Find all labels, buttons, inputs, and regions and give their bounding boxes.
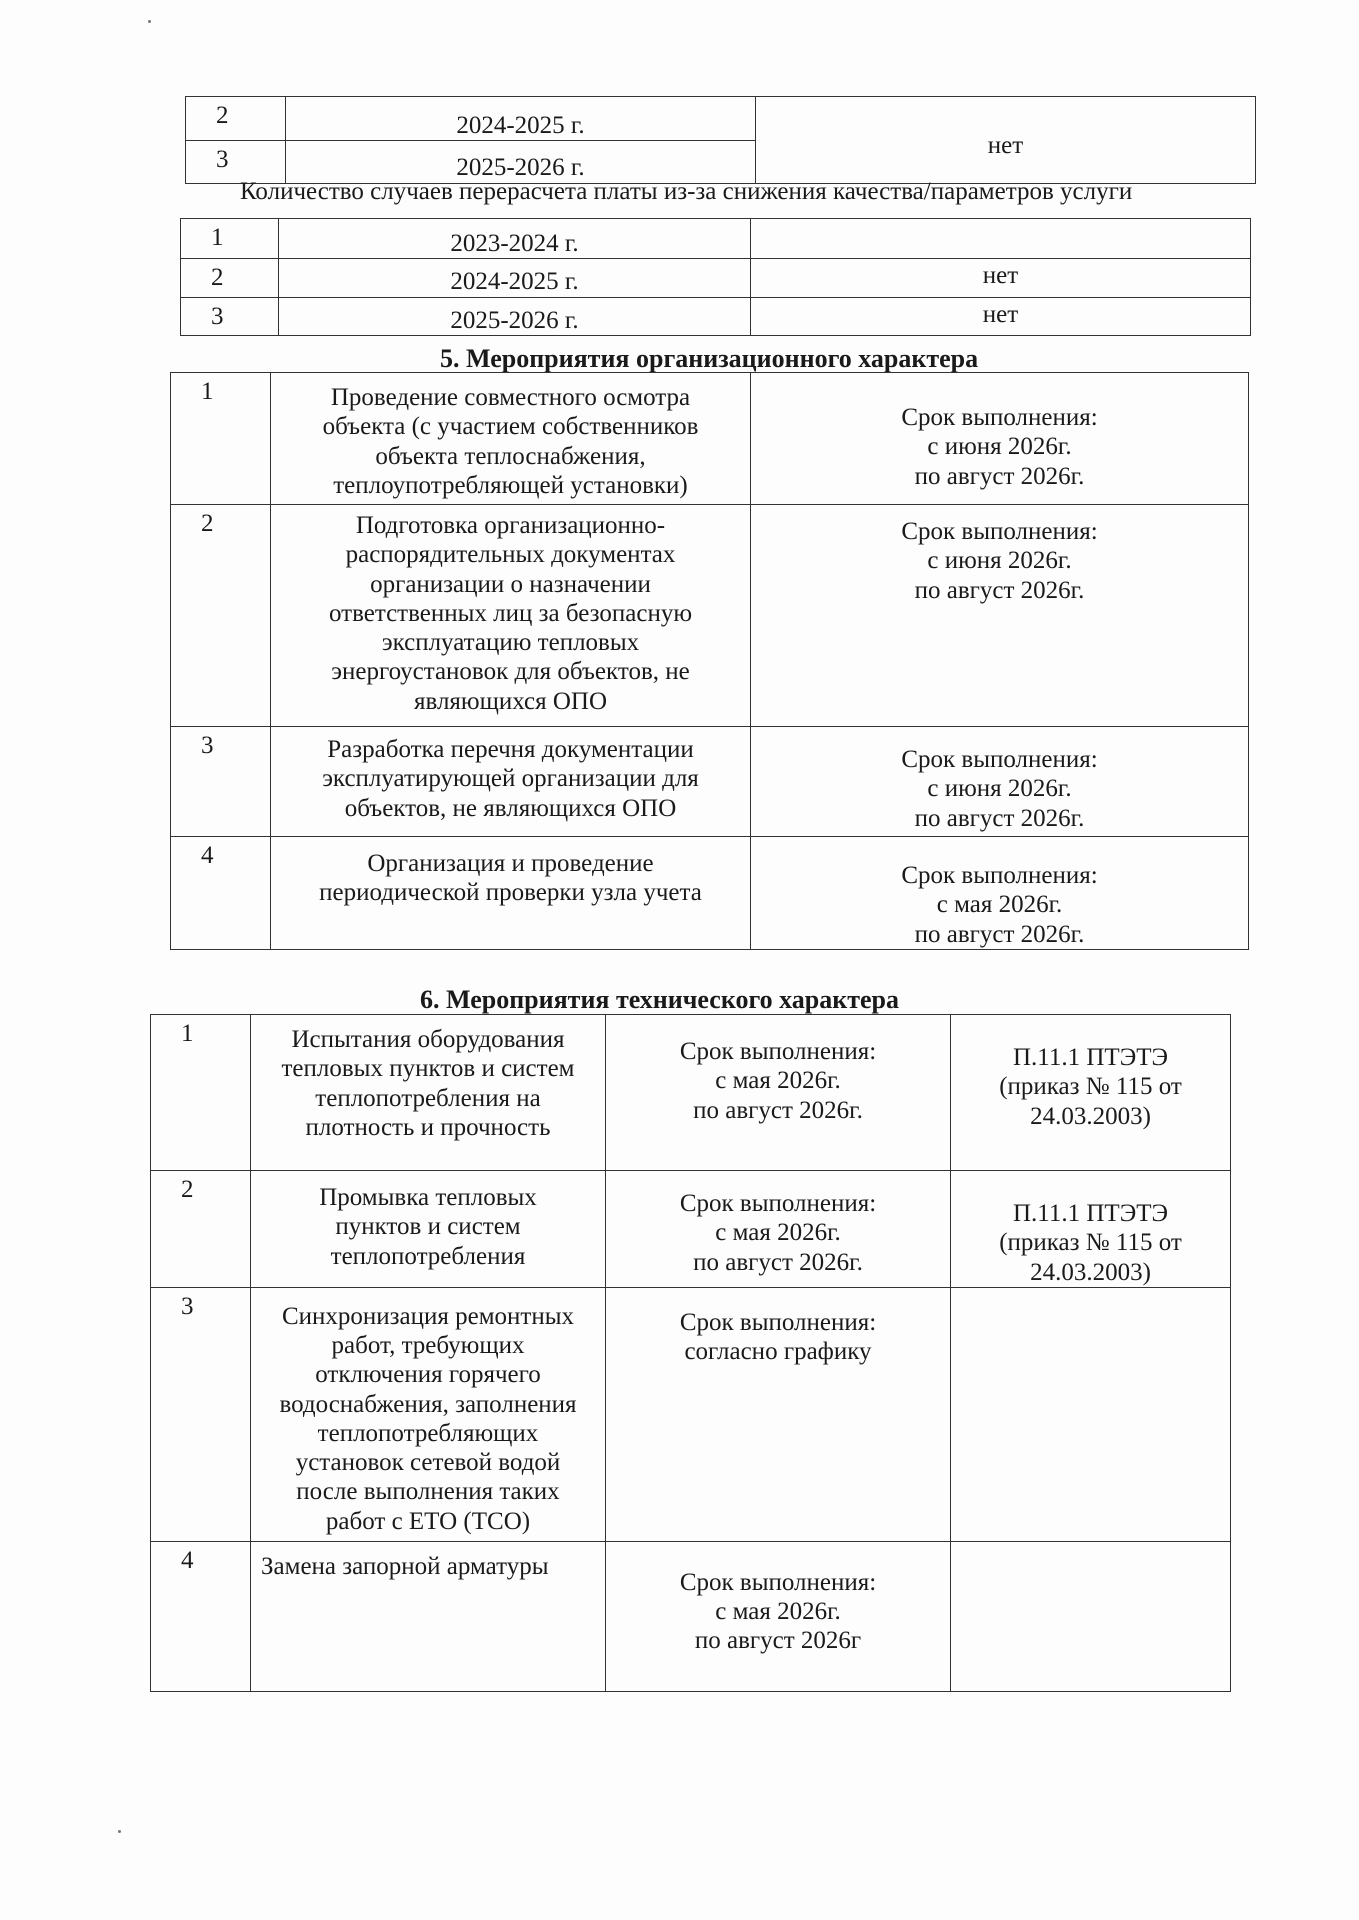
year-cell: 2025-2026 г. xyxy=(286,141,756,183)
table-row xyxy=(181,219,1251,259)
table-technical-measures xyxy=(150,1014,1231,1692)
row-number: 3 xyxy=(171,727,271,837)
task-cell: Промывка тепловых пунктов и систем теплопотребления xyxy=(251,1171,606,1288)
row-number: 2 xyxy=(171,505,271,727)
row-number: 4 xyxy=(151,1541,251,1691)
table-recalculation xyxy=(180,218,1251,336)
row-number: 1 xyxy=(151,1015,251,1171)
recalculation-caption: Количество случаев перерасчета платы из-за снижения качества/параметров услуги xyxy=(240,178,1133,205)
task-cell: Разработка перечня документации эксплуатирующей организации для объектов, не являющихся ОПО xyxy=(271,727,751,837)
term-cell: Срок выполнения: с мая 2026г. по август 2026г. xyxy=(606,1015,951,1171)
term-cell: Срок выполнения: согласно графику xyxy=(606,1287,951,1541)
value-cell: нет xyxy=(751,297,1251,335)
term-cell: Срок выполнения: с мая 2026г. по август 2026г. xyxy=(606,1171,951,1288)
table-row xyxy=(181,297,1251,335)
value-cell: нет xyxy=(756,97,1256,184)
year-cell: 2025-2026 г. xyxy=(279,297,751,335)
scan-speck xyxy=(148,20,151,23)
row-number: 1 xyxy=(171,373,271,505)
row-number: 2 xyxy=(181,259,279,297)
row-number: 4 xyxy=(171,837,271,950)
year-cell: 2024-2025 г. xyxy=(279,259,751,297)
year-cell: 2023-2024 г. xyxy=(279,219,751,259)
table-organizational-measures xyxy=(170,372,1249,950)
table-row xyxy=(171,837,1249,950)
value-cell: нет xyxy=(751,259,1251,297)
row-number: 3 xyxy=(151,1287,251,1541)
task-cell: Синхронизация ремонтных работ, требующих отключения горячего водоснабжения, заполнения теплопотребляющих установок сетевой водой после выполнения таких работ с ЕТО (ТСО) xyxy=(251,1287,606,1541)
term-cell: Срок выполнения: с мая 2026г. по август 2026г xyxy=(606,1541,951,1691)
term-cell: Срок выполнения: с мая 2026г. по август 2026г. xyxy=(751,837,1249,950)
table-row xyxy=(171,373,1249,505)
basis-cell: П.11.1 ПТЭТЭ (приказ № 115 от 24.03.2003) xyxy=(951,1015,1231,1171)
table-row xyxy=(151,1015,1231,1171)
table-row xyxy=(186,97,1256,141)
year-cell: 2024-2025 г. xyxy=(286,97,756,141)
table-service-years xyxy=(185,96,1256,184)
basis-cell xyxy=(951,1287,1231,1541)
table-row xyxy=(151,1171,1231,1288)
row-number: 3 xyxy=(181,297,279,335)
term-cell: Срок выполнения: с июня 2026г. по август 2026г. xyxy=(751,727,1249,837)
row-number: 3 xyxy=(186,141,286,183)
row-number: 2 xyxy=(151,1171,251,1288)
section-5-title: 5. Мероприятия организационного характера xyxy=(440,344,979,373)
table-row xyxy=(151,1287,1231,1541)
row-number: 1 xyxy=(181,219,279,259)
task-cell: Испытания оборудования тепловых пунктов и систем теплопотребления на плотность и прочность xyxy=(251,1015,606,1171)
basis-cell: П.11.1 ПТЭТЭ (приказ № 115 от 24.03.2003) xyxy=(951,1171,1231,1288)
task-cell: Замена запорной арматуры xyxy=(251,1541,606,1691)
table-row xyxy=(151,1541,1231,1691)
task-cell: Подготовка организационно- распорядительных документах организации о назначении ответственных лиц за безопасную эксплуатацию тепловых энергоустановок для объектов, не являющихся ОПО xyxy=(271,505,751,727)
table-row xyxy=(171,727,1249,837)
section-6-title: 6. Мероприятия технического характера xyxy=(420,985,899,1014)
term-cell: Срок выполнения: с июня 2026г. по август 2026г. xyxy=(751,373,1249,505)
scan-speck xyxy=(118,1830,121,1833)
table-row xyxy=(171,505,1249,727)
table-row xyxy=(181,259,1251,297)
value-cell xyxy=(751,219,1251,259)
task-cell: Проведение совместного осмотра объекта (с участием собственников объекта теплоснабжения, теплоупотребляющей установки) xyxy=(271,373,751,505)
row-number: 2 xyxy=(186,97,286,141)
term-cell: Срок выполнения: с июня 2026г. по август 2026г. xyxy=(751,505,1249,727)
basis-cell xyxy=(951,1541,1231,1691)
task-cell: Организация и проведение периодической проверки узла учета xyxy=(271,837,751,950)
